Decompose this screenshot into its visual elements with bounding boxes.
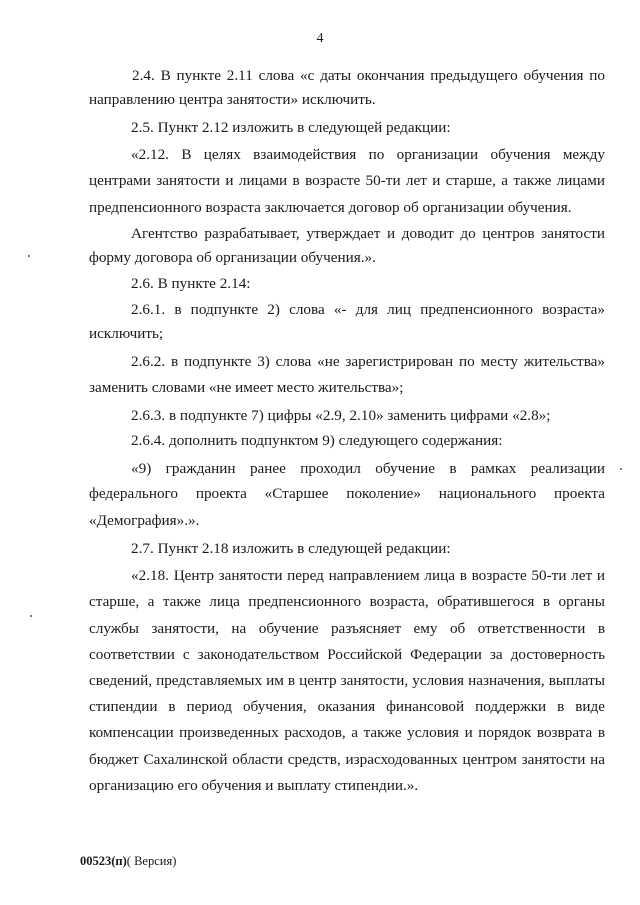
text-line: старше, а также лица предпенсионного возраста, обратившегося в органы bbox=[89, 593, 605, 610]
page-number: 4 bbox=[316, 31, 324, 46]
text-line: организацию его обучения и выплату стипендии.». bbox=[89, 777, 419, 794]
text-line: 2.7. Пункт 2.18 изложить в следующей редакции: bbox=[131, 540, 451, 557]
document-code: 00523(п) bbox=[80, 854, 127, 868]
text-line: 2.6.2. в подпункте 3) слова «не зарегистрирован по месту жительства» bbox=[131, 353, 605, 370]
text-line: бюджет Сахалинской области средств, израсходованных центром занятости на bbox=[89, 751, 605, 768]
text-line: «2.12. В целях взаимодействия по организации обучения между bbox=[131, 146, 605, 163]
text-line: компенсации произведенных расходов, а также условия и порядок возврата в bbox=[89, 724, 605, 741]
text-line: «2.18. Центр занятости перед направлением лица в возрасте 50-ти лет и bbox=[131, 567, 605, 584]
document-footer bbox=[80, 854, 176, 869]
text-line: соответствии с законодательством Российской Федерации за достоверность bbox=[89, 646, 605, 663]
text-line: стипендии в период обучения, оказания финансовой поддержки в виде bbox=[89, 698, 605, 715]
text-line: форму договора об организации обучения.». bbox=[89, 249, 376, 266]
text-line: Агентство разрабатывает, утверждает и доводит до центров занятости bbox=[131, 225, 605, 242]
text-line: федерального проекта «Старшее поколение» национального проекта bbox=[89, 485, 605, 502]
text-line: исключить; bbox=[89, 325, 164, 342]
text-line: центрами занятости и лицами в возрасте 50-ти лет и старше, а также лицами bbox=[89, 172, 605, 189]
text-line: заменить словами «не имеет место жительства»; bbox=[89, 379, 404, 396]
text-line: «Демография».». bbox=[89, 512, 200, 529]
text-line: «9) гражданин ранее проходил обучение в рамках реализации bbox=[131, 460, 605, 477]
text-line: 2.4. В пункте 2.11 слова «с даты окончания предыдущего обучения по bbox=[132, 67, 605, 84]
scan-speck bbox=[28, 255, 30, 257]
text-line: 2.5. Пункт 2.12 изложить в следующей редакции: bbox=[131, 119, 451, 136]
scan-speck bbox=[30, 615, 32, 617]
text-line: предпенсионного возраста заключается договор об организации обучения. bbox=[89, 199, 572, 216]
text-line: сведений, представляемых им в центр занятости, условия назначения, выплаты bbox=[89, 672, 605, 689]
text-line: 2.6.1. в подпункте 2) слова «- для лиц предпенсионного возраста» bbox=[131, 301, 605, 318]
text-line: 2.6. В пункте 2.14: bbox=[131, 275, 251, 292]
text-line: службы занятости, на обучение разъясняет ему об ответственности в bbox=[89, 620, 605, 637]
document-version: ( Версия) bbox=[126, 854, 177, 868]
text-line: направлению центра занятости» исключить. bbox=[89, 91, 376, 108]
text-line: 2.6.4. дополнить подпунктом 9) следующего содержания: bbox=[131, 432, 503, 449]
scan-speck bbox=[620, 468, 622, 470]
text-line: 2.6.3. в подпункте 7) цифры «2.9, 2.10» заменить цифрами «2.8»; bbox=[131, 407, 551, 424]
